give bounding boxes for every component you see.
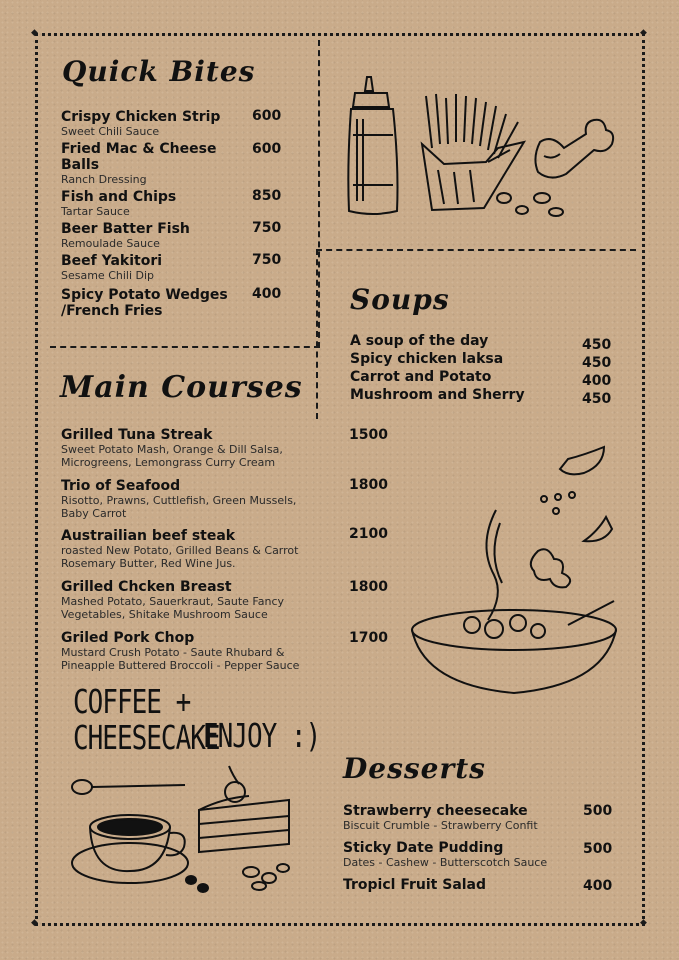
item-price: 600	[252, 141, 282, 157]
soups-title: Soups	[350, 283, 450, 316]
main-courses-title: Main Courses	[60, 370, 303, 405]
menu-item	[61, 528, 298, 570]
item-name: Grilled Chcken Breast	[61, 579, 232, 595]
menu-item	[61, 141, 216, 186]
soup-name: Mushroom and Sherry	[350, 387, 525, 403]
item-price: 450	[582, 355, 612, 371]
item-desc: Remoulade Sauce	[61, 237, 160, 250]
quick-bites-title: Quick Bites	[62, 55, 256, 88]
corner-ornament: ◆	[31, 28, 38, 38]
menu-item	[61, 221, 190, 250]
item-name: Trio of Seafood	[61, 478, 181, 494]
corner-ornament: ◆	[31, 918, 38, 928]
item-name-cont: /French Fries	[61, 303, 163, 319]
item-price: 1700	[349, 630, 388, 646]
item-name: Grilled Tuna Streak	[61, 427, 213, 443]
item-price: 750	[252, 220, 282, 236]
item-desc: roasted New Potato, Grilled Beans & Carrot	[61, 544, 299, 557]
menu-item	[343, 877, 486, 893]
item-name: Sticky Date Pudding	[343, 840, 504, 856]
sauce-bottle-icon	[343, 75, 403, 217]
item-desc: Tartar Sauce	[61, 205, 130, 218]
item-name: Fried Mac & Cheese	[61, 141, 217, 157]
item-desc: Sweet Potato Mash, Orange & Dill Salsa,	[61, 443, 283, 456]
item-desc: Baby Carrot	[61, 507, 127, 520]
item-price: 1500	[349, 427, 388, 443]
item-name: Beer Batter Fish	[61, 221, 190, 237]
item-price: 1800	[349, 477, 388, 493]
soup-name: Spicy chicken laksa	[350, 351, 504, 367]
cake-slice-icon	[193, 762, 293, 892]
item-name: Fish and Chips	[61, 189, 177, 205]
item-name: Tropicl Fruit Salad	[343, 877, 487, 893]
menu-item	[61, 109, 220, 138]
soup-name: Carrot and Potato	[350, 369, 492, 385]
item-name: Beef Yakitori	[61, 253, 163, 269]
item-desc: Sweet Chili Sauce	[61, 125, 160, 138]
item-price: 400	[583, 878, 613, 894]
desserts-title: Desserts	[343, 752, 486, 785]
item-name-cont: Balls	[61, 157, 100, 173]
corner-ornament: ◆	[640, 918, 647, 928]
menu-item	[61, 253, 162, 282]
item-price: 400	[252, 286, 282, 302]
item-price: 2100	[349, 526, 388, 542]
item-name: Spicy Potato Wedges	[61, 287, 228, 303]
item-price: 500	[583, 841, 613, 857]
promo-line: COFFEE +	[73, 684, 191, 722]
chicken-leg-icon	[494, 108, 620, 220]
menu-item	[61, 287, 228, 319]
menu-item	[61, 427, 283, 469]
item-desc: Dates - Cashew - Butterscotch Sauce	[343, 856, 548, 869]
soup-name: A soup of the day	[350, 333, 489, 349]
item-desc: Rosemary Butter, Red Wine Jus.	[61, 557, 236, 570]
menu-item	[61, 630, 299, 672]
item-price: 1800	[349, 579, 388, 595]
promo-line: CHEESECAKE	[73, 720, 220, 758]
item-price: 600	[252, 108, 282, 124]
item-desc: Mashed Potato, Sauerkraut, Saute Fancy	[61, 595, 284, 608]
item-name: Austrailian beef steak	[61, 528, 236, 544]
item-desc: Biscuit Crumble - Strawberry Confit	[343, 819, 538, 832]
item-name: Griled Pork Chop	[61, 630, 195, 646]
item-desc: Vegetables, Shitake Mushroom Sauce	[61, 608, 268, 621]
item-name: Crispy Chicken Strip	[61, 109, 221, 125]
menu-item	[61, 478, 296, 520]
item-desc: Sesame Chili Dip	[61, 269, 155, 282]
menu-item	[343, 840, 547, 869]
menu-item	[343, 803, 538, 832]
item-desc: Microgreens, Lemongrass Curry Cream	[61, 456, 276, 469]
item-desc: Ranch Dressing	[61, 173, 147, 186]
item-desc: Pineapple Buttered Broccoli - Pepper Sauce	[61, 659, 300, 672]
item-desc: Risotto, Prawns, Cuttlefish, Green Mussels,	[61, 494, 297, 507]
item-price: 750	[252, 252, 282, 268]
item-desc: Mustard Crush Potato - Saute Rhubard &	[61, 646, 285, 659]
corner-ornament: ◆	[640, 28, 647, 38]
menu-item	[61, 189, 176, 218]
item-name: Strawberry cheesecake	[343, 803, 528, 819]
promo-line: ENJOY :)	[203, 718, 321, 756]
item-price: 450	[582, 391, 612, 407]
coffee-cup-icon	[70, 775, 195, 895]
menu-item	[61, 579, 284, 621]
soup-bowl-icon	[408, 455, 623, 700]
item-price: 400	[582, 373, 612, 389]
item-price: 850	[252, 188, 282, 204]
item-price: 500	[583, 803, 613, 819]
item-price: 450	[582, 337, 612, 353]
